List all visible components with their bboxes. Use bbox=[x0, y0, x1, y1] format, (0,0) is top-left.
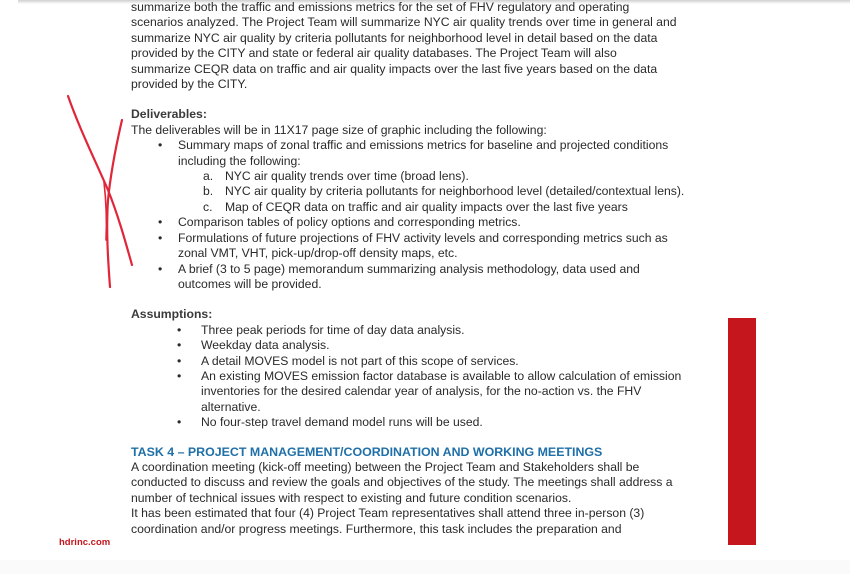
task4-line: It has been estimated that four (4) Project Team representatives shall attend three in-person (3) bbox=[131, 506, 645, 521]
task4-line: number of technical issues with respect to existing and future condition scenarios. bbox=[131, 490, 572, 505]
sub-list-item: c. Map of CEQR data on traffic and air quality impacts over the last five years bbox=[203, 199, 628, 214]
list-item: • Weekday data analysis. bbox=[131, 338, 731, 353]
task4-line: A coordination meeting (kick-off meeting) between the Project Team and Stakeholders shall be bbox=[131, 459, 640, 474]
footer-website: hdrinc.com bbox=[59, 537, 111, 548]
list-item: • Formulations of future projections of FHV activity levels and corresponding metrics such as zonal VMT, VHT, pick-up/drop-off density maps, etc. bbox=[131, 231, 731, 262]
intro-line: provided by the CITY and state or federal air quality databases. The Project Team will also bbox=[131, 46, 617, 61]
list-item: • An existing MOVES emission factor database is available to allow calculation of emission inventories for the desired calendar year of analysis, for the no-action vs. the FHV alternative. bbox=[131, 369, 731, 415]
page-bottom-edge bbox=[0, 560, 850, 574]
list-item: • Three peak periods for time of day data analysis. bbox=[131, 323, 731, 338]
sub-list bbox=[178, 169, 731, 215]
assumptions-heading: Assumptions: bbox=[131, 307, 213, 322]
list-item: • No four-step travel demand model runs will be used. bbox=[131, 415, 731, 430]
intro-line: provided by the CITY. bbox=[131, 77, 248, 92]
task4-section bbox=[131, 445, 731, 537]
task4-heading: TASK 4 – PROJECT MANAGEMENT/COORDINATION AND WORKING MEETINGS bbox=[131, 444, 603, 459]
assumptions-list bbox=[131, 323, 731, 431]
document-page bbox=[131, 0, 731, 537]
task4-line: coordination and/or progress meetings. Furthermore, this task includes the preparation and bbox=[131, 521, 622, 536]
intro-line: summarize NYC air quality by criteria pollutants for neighborhood level in detail based on the data bbox=[131, 30, 658, 45]
list-item: • Comparison tables of policy options and corresponding metrics. bbox=[131, 215, 731, 230]
assumptions-section bbox=[131, 307, 731, 430]
intro-line: scenarios analyzed. The Project Team will summarize NYC air quality trends over time in general and bbox=[131, 15, 677, 30]
list-item: • A detail MOVES model is not part of this scope of services. bbox=[131, 354, 731, 369]
deliverables-heading: Deliverables: bbox=[131, 107, 207, 122]
red-accent-bar bbox=[728, 318, 756, 545]
list-item: • Summary maps of zonal traffic and emissions metrics for baseline and projected conditions including the following: a. NYC air quality trends over time (broad lens). b. NYC air quality by criteria pollutants for neighborhood level (detailed/contextual lens). c. Map of CEQR data on traffic and air quality impacts over the last five years bbox=[131, 138, 731, 215]
task4-line: conducted to discuss and review the goals and objectives of the study. The meetings shall address a bbox=[131, 475, 673, 490]
intro-paragraph bbox=[131, 0, 731, 92]
sub-list-item: a. NYC air quality trends over time (broad lens). bbox=[203, 169, 469, 184]
list-item: • A brief (3 to 5 page) memorandum summarizing analysis methodology, data used and outcomes will be provided. bbox=[131, 262, 731, 293]
deliverables-intro: The deliverables will be in 11X17 page size of graphic including the following: bbox=[131, 122, 547, 137]
intro-line: summarize both the traffic and emissions metrics for the set of FHV regulatory and operating bbox=[131, 0, 630, 14]
sub-list-item: b. NYC air quality by criteria pollutants for neighborhood level (detailed/contextual lens). bbox=[203, 184, 685, 199]
intro-line: summarize CEQR data on traffic and air quality impacts over the last five years based on the data bbox=[131, 61, 658, 76]
deliverables-section bbox=[131, 107, 731, 292]
deliverables-list bbox=[131, 138, 731, 292]
